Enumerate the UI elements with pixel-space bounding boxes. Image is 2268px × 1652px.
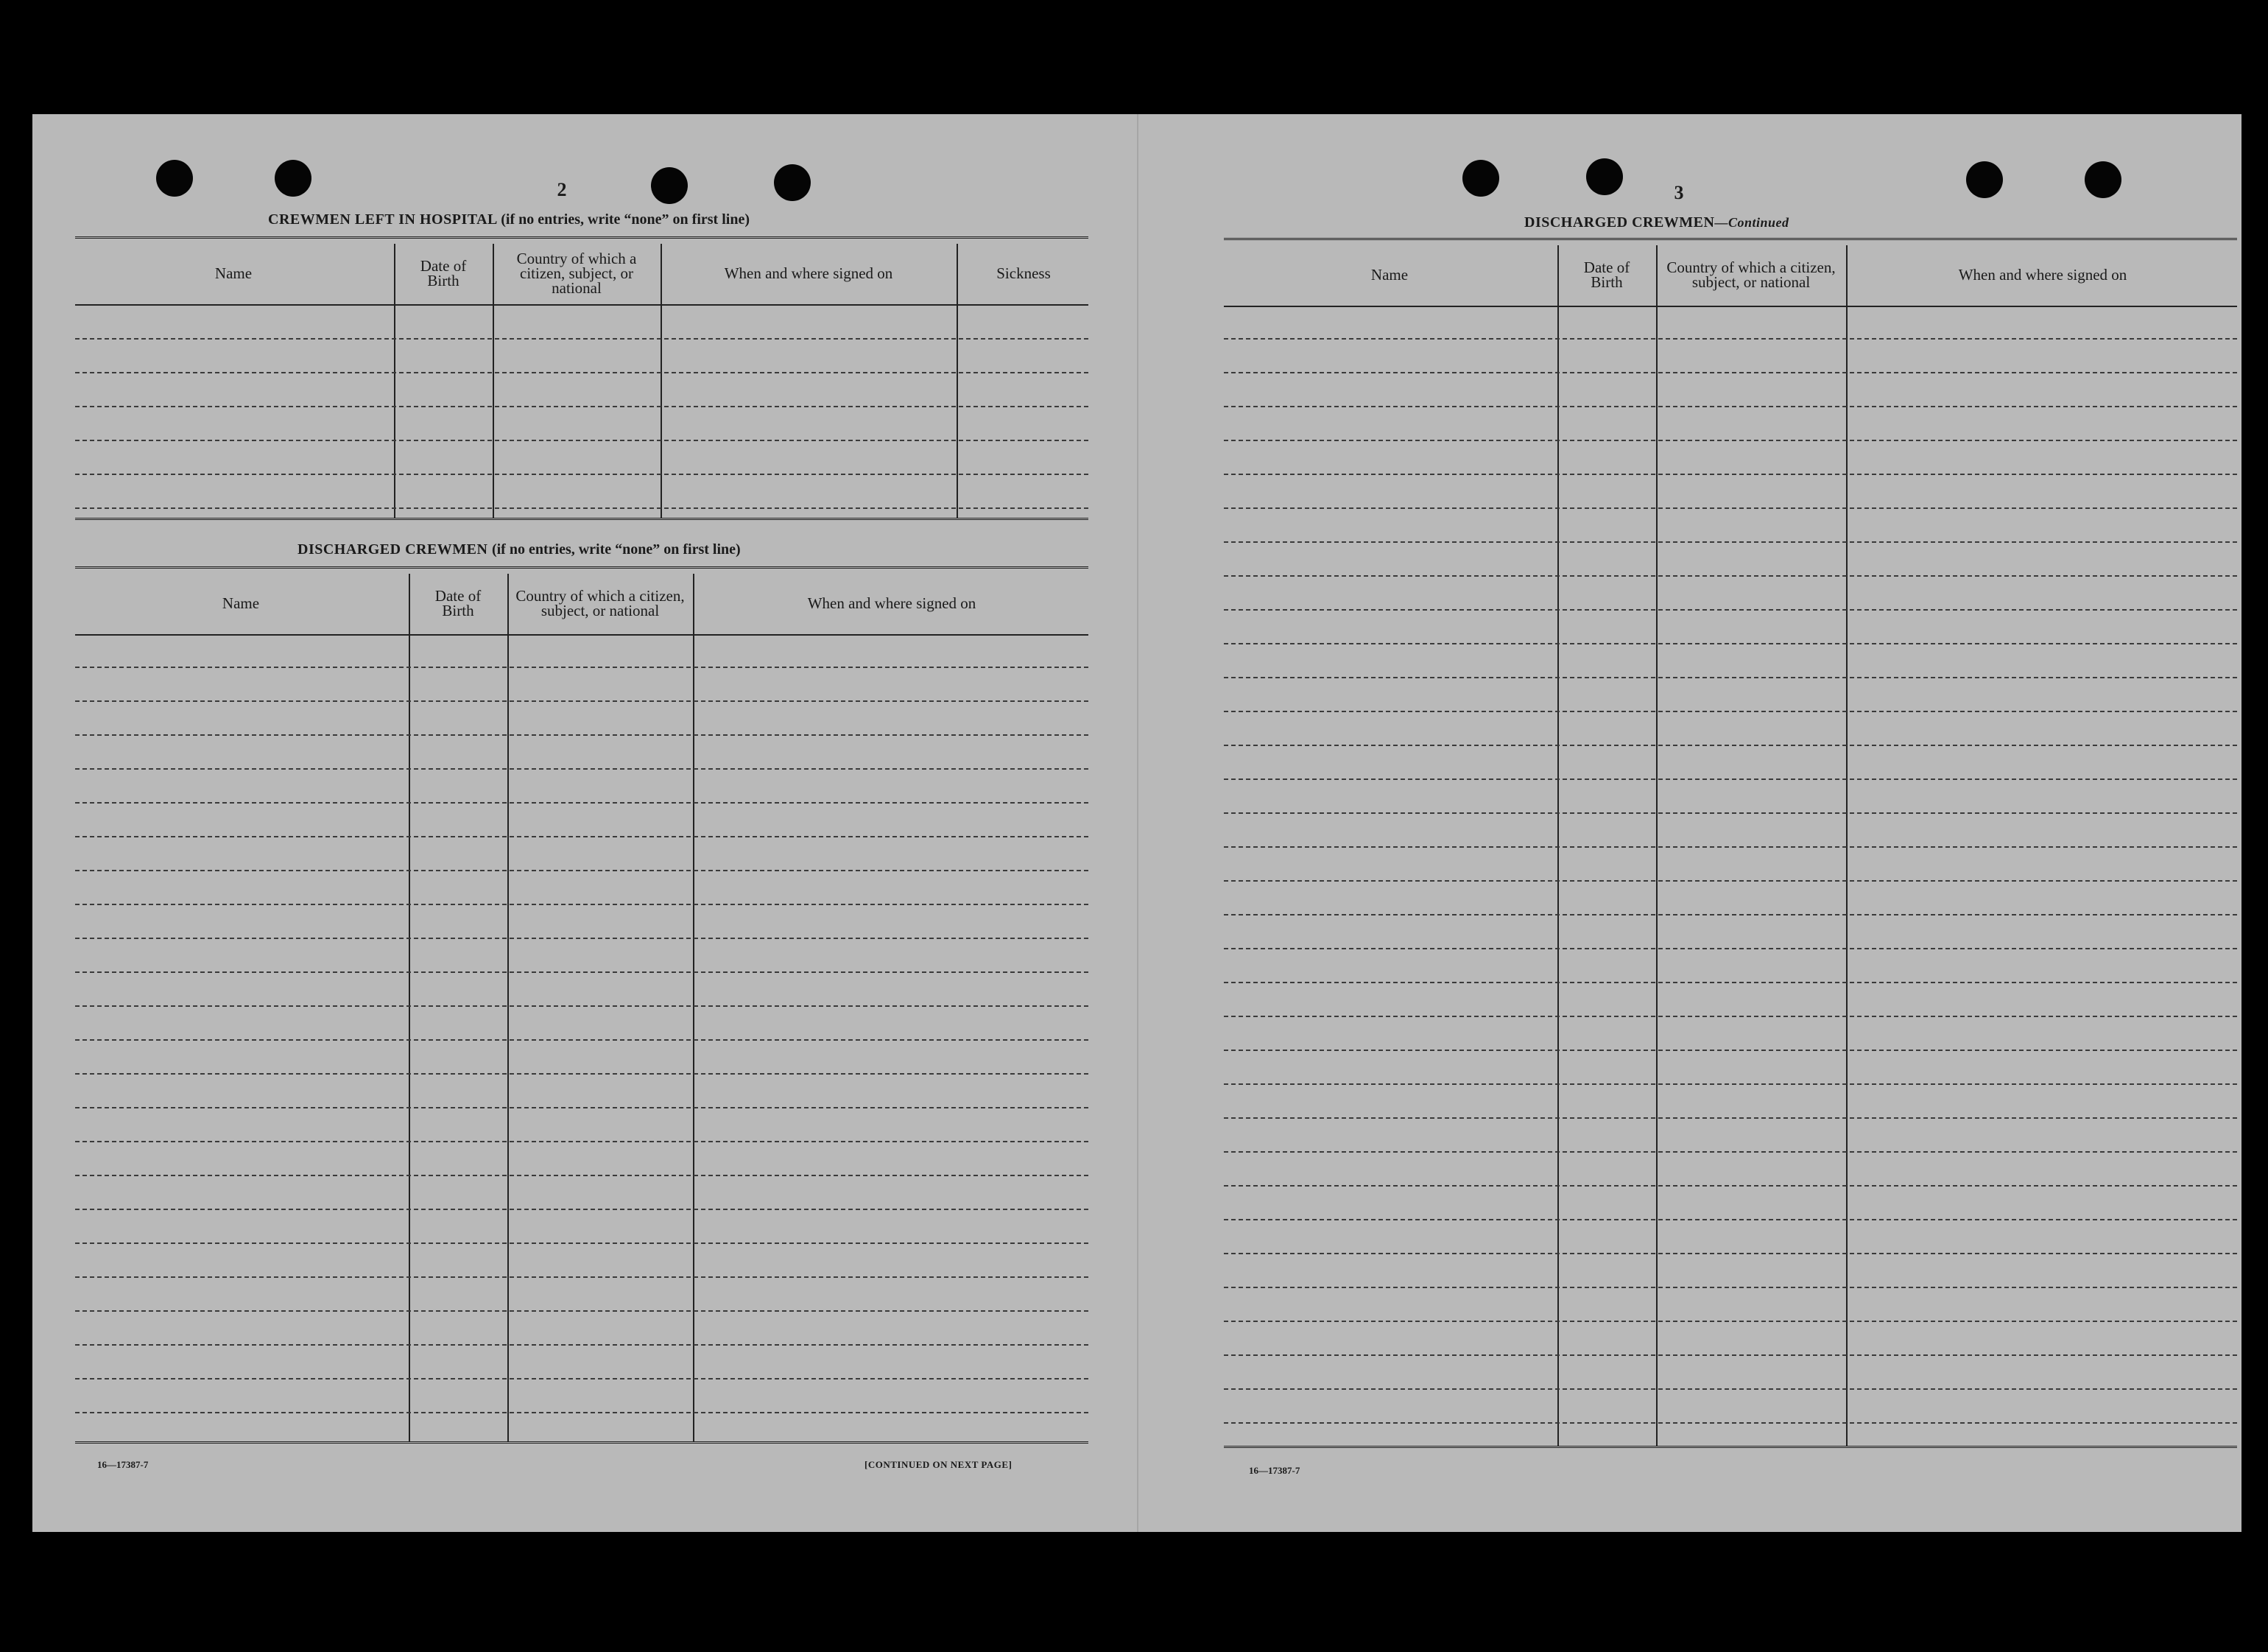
entry-line: [75, 667, 1088, 668]
entry-line: [1224, 1083, 2237, 1085]
column-divider: [661, 244, 662, 518]
hospital-table: [75, 244, 1088, 518]
col-header-sickness: Sickness: [996, 264, 1051, 282]
entry-line: [75, 1276, 1088, 1278]
column-divider: [1656, 245, 1658, 1446]
col-header-date-of-birth: Date of Birth: [420, 257, 467, 289]
discharged-continued-table: [1224, 245, 2237, 1446]
column-divider: [957, 244, 958, 518]
page-number: 3: [1674, 182, 1684, 203]
hospital-bottom-rule: [75, 518, 1088, 522]
entry-line: [1224, 745, 2237, 746]
entry-line: [1224, 1287, 2237, 1288]
entry-line: [75, 1107, 1088, 1108]
entry-line: [75, 938, 1088, 939]
entry-line: [1224, 1422, 2237, 1424]
punch-hole: [1966, 161, 2003, 198]
col-header-name: Name: [214, 264, 253, 282]
entry-line: [75, 1209, 1088, 1210]
column-divider: [1557, 245, 1559, 1446]
entry-line: [75, 1005, 1088, 1007]
entry-line: [1224, 474, 2237, 475]
entry-line: [1224, 440, 2237, 441]
discharged-continued-bottom-rule: [1224, 1446, 2237, 1450]
entry-line: [1224, 1117, 2237, 1119]
entry-line: [75, 440, 1088, 441]
punch-hole: [275, 160, 311, 197]
form-sheet: [32, 114, 2241, 1532]
entry-line: [75, 768, 1088, 770]
col-header-country: Country of which a citizen, subject, or national: [1666, 259, 1836, 291]
discharged-instruction: (if no entries, write “none” on first line): [491, 541, 741, 558]
entry-line: [75, 507, 1088, 509]
entry-line: [1224, 1354, 2237, 1356]
hospital-instruction: (if no entries, write “none” on first line): [501, 211, 750, 228]
entry-line: [1224, 677, 2237, 678]
header-rule: [75, 304, 1088, 306]
left-page: [32, 114, 1137, 1532]
column-divider: [394, 244, 395, 518]
discharged-section-title: [297, 541, 741, 558]
entry-line: [75, 1242, 1088, 1244]
col-header-name: Name: [222, 594, 260, 612]
entry-line: [1224, 982, 2237, 983]
col-header-signed-on: When and where signed on: [807, 594, 976, 612]
entry-line: [1224, 778, 2237, 780]
entry-line: [75, 802, 1088, 804]
header-rule: [75, 634, 1088, 636]
entry-line: [1224, 711, 2237, 712]
entry-line: [75, 1141, 1088, 1142]
discharged-continued-top-rule: [1224, 238, 2237, 242]
entry-line: [75, 870, 1088, 871]
discharged-continued-title-text: DISCHARGED CREWMEN: [1524, 214, 1715, 231]
entry-line: [1224, 1151, 2237, 1153]
form-code: 16—17387-7: [1249, 1465, 1300, 1476]
entry-line: [1224, 372, 2237, 373]
entry-line: [1224, 338, 2237, 340]
entry-line: [1224, 575, 2237, 577]
entry-line: [1224, 1253, 2237, 1254]
entry-line: [1224, 1219, 2237, 1220]
entry-line: [1224, 406, 2237, 407]
entry-line: [1224, 1050, 2237, 1051]
discharged-continued-title: [1524, 214, 1789, 231]
column-divider: [493, 244, 494, 518]
entry-line: [75, 971, 1088, 973]
entry-line: [75, 406, 1088, 407]
entry-line: [1224, 609, 2237, 611]
punch-hole: [651, 167, 688, 204]
col-header-name: Name: [1370, 266, 1409, 284]
entry-line: [75, 700, 1088, 702]
col-header-country: Country of which a citizen, subject, or national: [516, 250, 637, 297]
discharged-table: [75, 574, 1088, 1441]
column-divider: [1846, 245, 1848, 1446]
punch-hole: [156, 160, 193, 197]
col-header-date-of-birth: Date of Birth: [1583, 259, 1630, 291]
entry-line: [1224, 812, 2237, 814]
punch-hole: [1586, 158, 1623, 195]
hospital-section-title: [268, 211, 750, 228]
entry-line: [1224, 846, 2237, 848]
punch-hole: [1462, 160, 1499, 197]
entry-line: [1224, 1388, 2237, 1390]
entry-line: [75, 474, 1088, 475]
entry-line: [75, 1310, 1088, 1312]
continued-note: [CONTINUED ON NEXT PAGE]: [864, 1459, 1012, 1470]
entry-line: [75, 1378, 1088, 1379]
entry-line: [75, 1175, 1088, 1176]
entry-line: [75, 734, 1088, 736]
discharged-title-text: DISCHARGED CREWMEN: [297, 541, 488, 558]
entry-line: [1224, 914, 2237, 915]
header-rule: [1224, 306, 2237, 307]
entry-line: [1224, 1321, 2237, 1322]
entry-line: [75, 1073, 1088, 1075]
entry-line: [1224, 1185, 2237, 1187]
continued-suffix: —Continued: [1714, 215, 1789, 230]
entry-line: [1224, 880, 2237, 882]
discharged-top-rule: [75, 566, 1088, 571]
punch-hole: [2085, 161, 2121, 198]
right-page: [1137, 114, 2241, 1532]
entry-line: [1224, 1016, 2237, 1017]
entry-line: [1224, 643, 2237, 644]
col-header-country: Country of which a citizen, subject, or national: [515, 587, 685, 619]
entry-line: [75, 372, 1088, 373]
hospital-top-rule: [75, 236, 1088, 241]
entry-line: [75, 1344, 1088, 1346]
punch-hole: [774, 164, 811, 201]
discharged-bottom-rule: [75, 1441, 1088, 1446]
hospital-title-text: CREWMEN LEFT IN HOSPITAL: [268, 211, 497, 228]
page-number: 2: [557, 179, 567, 200]
entry-line: [75, 1039, 1088, 1041]
entry-line: [1224, 507, 2237, 509]
form-code: 16—17387-7: [97, 1459, 149, 1470]
entry-line: [75, 904, 1088, 905]
entry-line: [75, 338, 1088, 340]
entry-line: [1224, 541, 2237, 543]
entry-line: [1224, 948, 2237, 949]
entry-line: [75, 836, 1088, 837]
entry-line: [75, 1412, 1088, 1413]
col-header-date-of-birth: Date of Birth: [434, 587, 482, 619]
col-header-signed-on: When and where signed on: [1958, 266, 2127, 284]
col-header-signed-on: When and where signed on: [724, 264, 893, 282]
